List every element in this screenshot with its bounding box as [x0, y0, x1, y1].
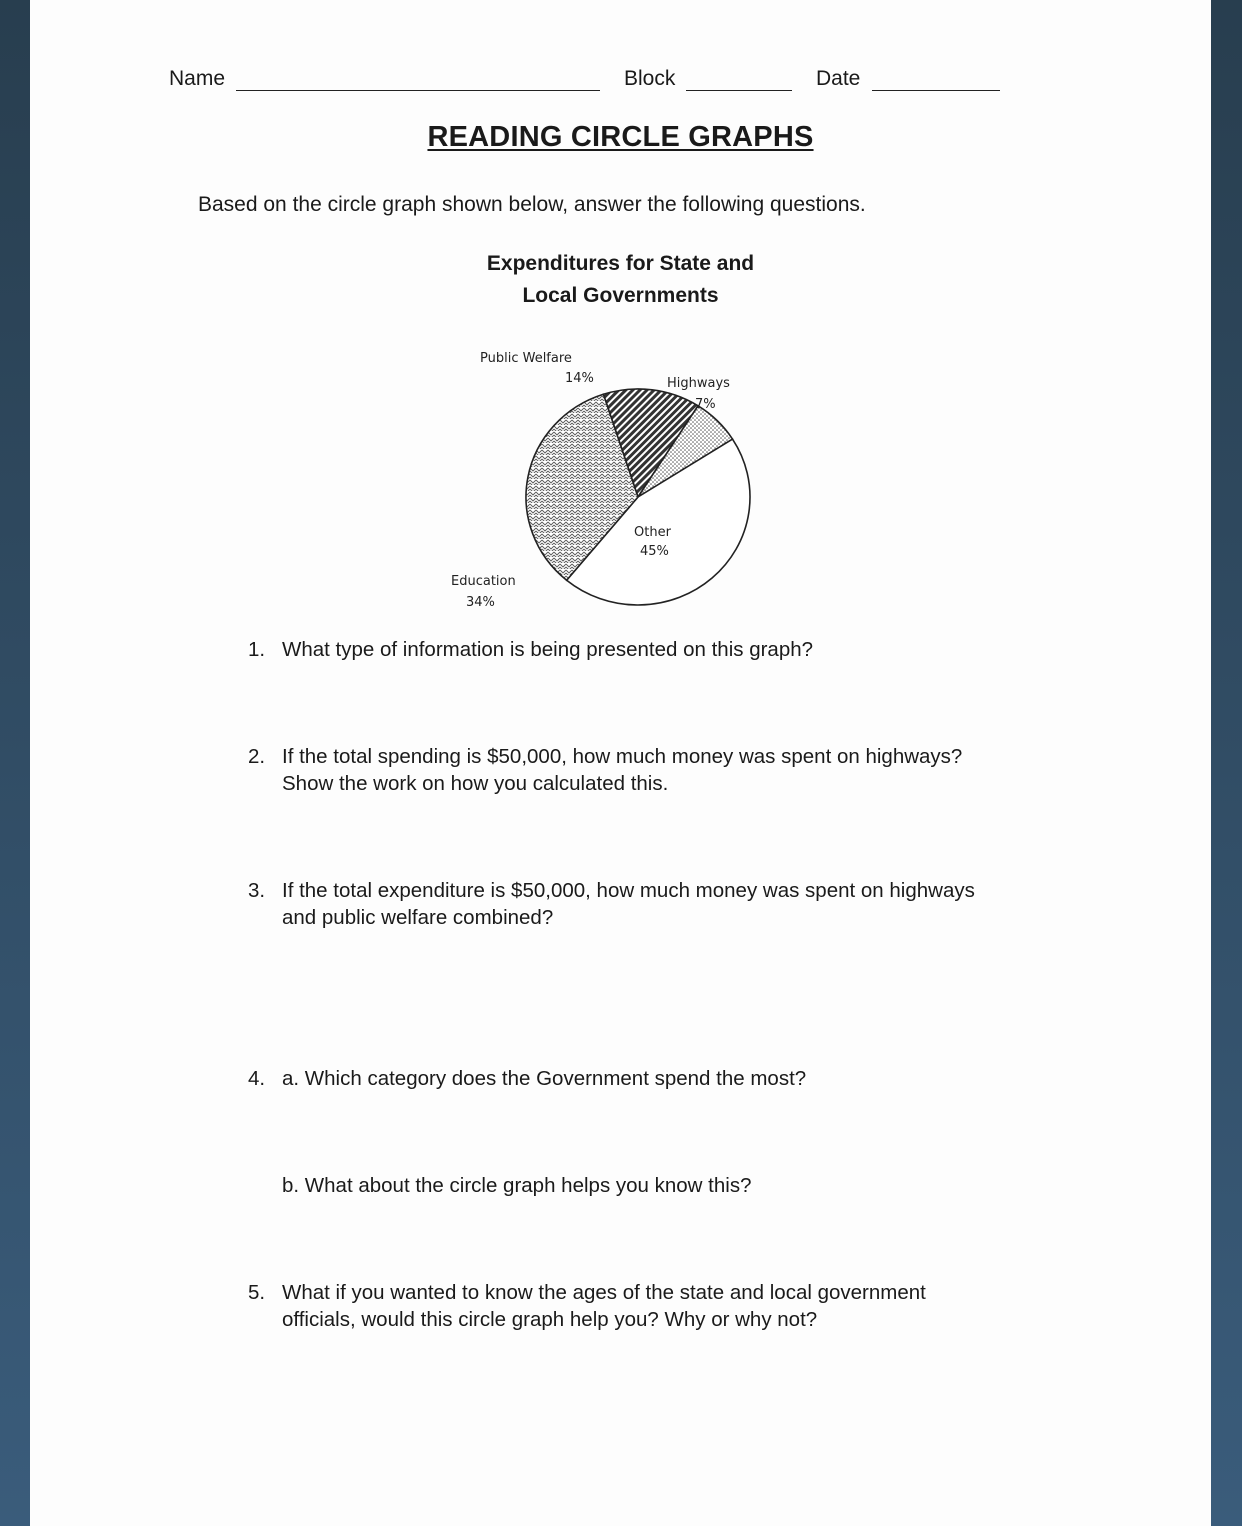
- label-highways: Highways: [667, 376, 730, 391]
- question-3-line-1: If the total expenditure is $50,000, how much money was spent on highways: [282, 879, 975, 902]
- question-1: [282, 636, 813, 663]
- question-3-number: 3.: [248, 879, 266, 902]
- question-4a-line-1: a. Which category does the Government spend the most?: [282, 1067, 807, 1090]
- question-1-line-1: What type of information is being presented on this graph?: [282, 638, 814, 661]
- label-education: Education: [451, 574, 516, 589]
- question-3-line-2: and public welfare combined?: [282, 906, 554, 929]
- name-blank[interactable]: [236, 90, 600, 91]
- question-5: [282, 1279, 926, 1333]
- question-4b: [282, 1172, 752, 1199]
- label-other: Other: [634, 525, 671, 540]
- question-4-number: 4.: [248, 1067, 266, 1090]
- block-label: Block: [624, 67, 676, 90]
- page-title: READING CIRCLE GRAPHS: [427, 121, 814, 153]
- question-5-line-1: What if you wanted to know the ages of the state and local government: [282, 1281, 926, 1304]
- question-5-number: 5.: [248, 1281, 266, 1304]
- worksheet-page: [30, 0, 1211, 1526]
- question-2-number: 2.: [248, 745, 266, 768]
- date-blank[interactable]: [872, 90, 1000, 91]
- pie-chart: [410, 335, 810, 625]
- name-label: Name: [169, 67, 226, 90]
- question-1-number: 1.: [248, 638, 266, 661]
- question-2-line-2: Show the work on how you calculated this.: [282, 772, 669, 795]
- question-2-line-1: If the total spending is $50,000, how much money was spent on highways?: [282, 745, 963, 768]
- label-other-value: 45%: [640, 544, 669, 559]
- label-highways-value: 7%: [695, 397, 716, 412]
- label-public-welfare: Public Welfare: [480, 351, 572, 366]
- question-4a: [282, 1065, 806, 1092]
- label-public-welfare-value: 14%: [565, 371, 594, 386]
- block-blank[interactable]: [686, 90, 792, 91]
- question-2: [282, 743, 962, 797]
- instructions: Based on the circle graph shown below, answer the following questions.: [198, 193, 866, 216]
- chart-title-line2: Local Governments: [522, 284, 719, 307]
- question-4b-line-1: b. What about the circle graph helps you know this?: [282, 1174, 752, 1197]
- chart-title-line1: Expenditures for State and: [486, 252, 755, 275]
- label-education-value: 34%: [466, 595, 495, 610]
- question-5-line-2: officials, would this circle graph help you? Why or why not?: [282, 1308, 818, 1331]
- date-label: Date: [816, 67, 861, 90]
- question-3: [282, 877, 975, 931]
